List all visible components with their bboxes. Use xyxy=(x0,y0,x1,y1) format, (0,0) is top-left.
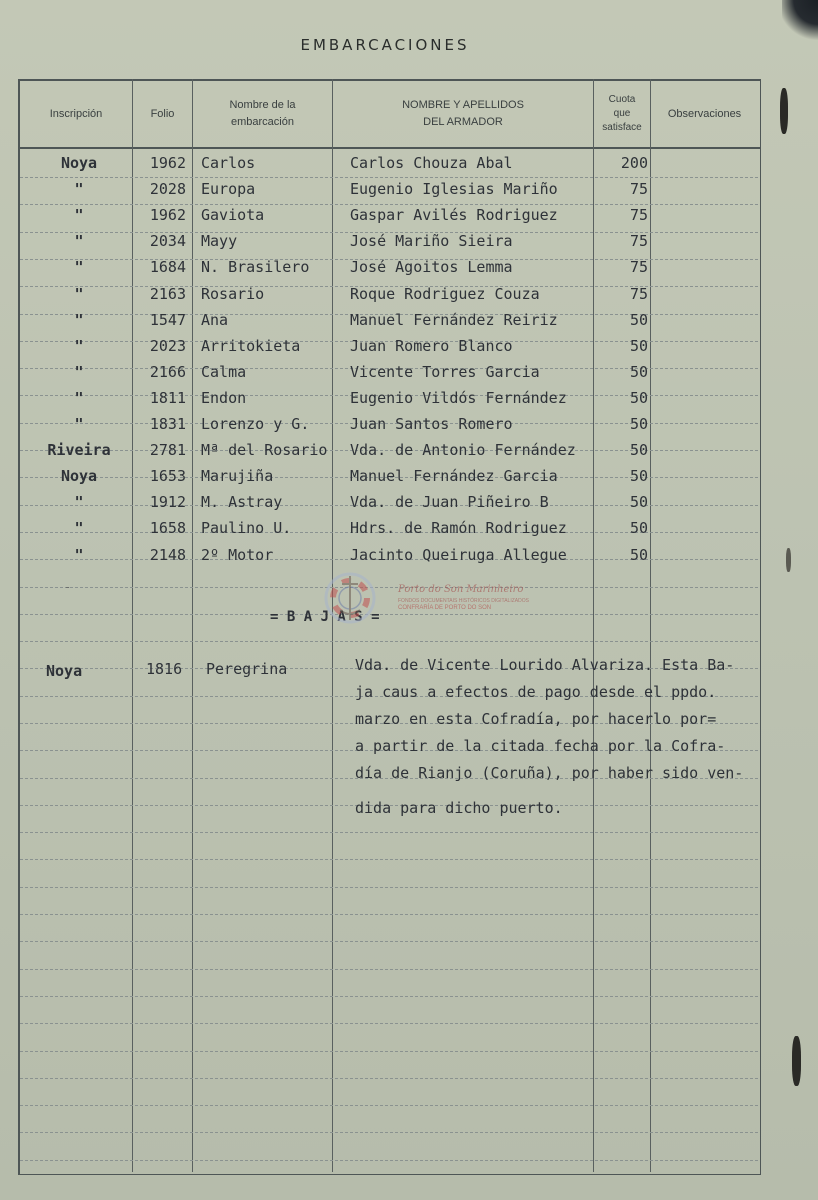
cell-folio: 2034 xyxy=(149,232,186,250)
cell-inscripcion: " xyxy=(74,337,84,355)
header-divider xyxy=(18,147,760,149)
cell-inscripcion: " xyxy=(74,546,84,564)
cell-armador: Vda. de Juan Piñeiro B xyxy=(350,493,549,511)
cell-cuota: 75 xyxy=(629,180,648,198)
cell-folio: 1653 xyxy=(149,467,186,485)
cell-cuota: 50 xyxy=(629,415,648,433)
stamp-small-text: FONDOS DOCUMENTAIS HISTÓRICOS DIGITALIZADOS xyxy=(398,598,529,604)
cell-embarcacion: Endon xyxy=(201,389,247,407)
cell-armador: Gaspar Avilés Rodriguez xyxy=(350,206,558,224)
cell-cuota: 50 xyxy=(629,337,648,355)
cell-embarcacion: Europa xyxy=(201,180,256,198)
cell-cuota: 50 xyxy=(629,311,648,329)
page-edge-tear xyxy=(786,548,791,572)
cell-cuota: 50 xyxy=(629,467,648,485)
cell-inscripcion: " xyxy=(74,285,84,303)
ruled-line xyxy=(20,177,758,178)
column-header-inscripcion: Inscripción xyxy=(49,107,103,120)
cell-inscripcion: " xyxy=(74,415,84,433)
ruled-line xyxy=(20,1105,758,1106)
cell-cuota: 50 xyxy=(629,389,648,407)
ruled-line xyxy=(20,996,758,997)
cell-embarcacion: Paulino U. xyxy=(201,519,292,537)
column-header-armador: NOMBRE Y APELLIDOS DEL ARMADOR xyxy=(402,99,524,128)
cell-armador: Eugenio Vildós Fernández xyxy=(350,389,567,407)
stamp-script-text: Porto do Son Marinheiro xyxy=(398,584,524,595)
cell-folio: 1962 xyxy=(149,206,186,224)
cell-armador: Eugenio Iglesias Mariño xyxy=(350,180,558,198)
ruled-line xyxy=(20,859,758,860)
cell-cuota: 50 xyxy=(629,441,648,459)
cell-armador: José Mariño Sieira xyxy=(350,232,513,250)
cell-folio: 1831 xyxy=(149,415,186,433)
cell-embarcacion: Rosario xyxy=(201,285,265,303)
cell-embarcacion: Mª del Rosario xyxy=(201,441,328,459)
lifebuoy-logo-icon xyxy=(314,566,384,630)
ruled-line xyxy=(20,969,758,970)
cell-cuota: 75 xyxy=(629,232,648,250)
ruled-line xyxy=(20,1023,758,1024)
cell-cuota: 50 xyxy=(629,546,648,564)
cell-embarcacion: Ana xyxy=(201,311,229,329)
cell-folio: 2163 xyxy=(149,285,186,303)
cell-cuota: 200 xyxy=(620,154,648,172)
cell-folio: 2028 xyxy=(149,180,186,198)
cell-inscripcion: " xyxy=(74,389,84,407)
ruled-line xyxy=(20,1132,758,1133)
baja-note-line: dida para dicho puerto. xyxy=(355,799,563,817)
page-title: EMBARCACIONES xyxy=(300,36,470,54)
ruled-line xyxy=(20,641,758,642)
bajas-heading: = B A J A S = xyxy=(270,609,380,625)
column-header-embarcacion: Nombre de la embarcación xyxy=(229,99,296,128)
page-corner-shadow xyxy=(782,0,818,40)
cell-inscripcion: Riveira xyxy=(47,441,111,459)
ruled-line xyxy=(20,887,758,888)
cell-armador: José Agoitos Lemma xyxy=(350,258,513,276)
cell-cuota: 50 xyxy=(629,519,648,537)
cell-inscripcion: Noya xyxy=(60,467,98,485)
cell-cuota: 50 xyxy=(629,493,648,511)
archive-watermark-stamp xyxy=(314,566,529,630)
cell-armador: Manuel Fernández Reiriz xyxy=(350,311,558,329)
column-divider xyxy=(593,79,594,1172)
baja-folio: 1816 xyxy=(146,660,183,678)
ruled-line xyxy=(20,204,758,205)
column-header-observaciones: Observaciones xyxy=(667,107,742,120)
ruled-line xyxy=(20,1051,758,1052)
cell-armador: Vda. de Antonio Fernández xyxy=(350,441,576,459)
cell-embarcacion: Mayy xyxy=(201,232,238,250)
cell-inscripcion: " xyxy=(74,258,84,276)
cell-inscripcion: " xyxy=(74,363,84,381)
cell-inscripcion: " xyxy=(74,519,84,537)
ruled-line xyxy=(20,832,758,833)
baja-note-line: ja caus a efectos de pago desde el ppdo. xyxy=(355,683,717,701)
cell-armador: Juan Santos Romero xyxy=(350,415,513,433)
cell-cuota: 75 xyxy=(629,206,648,224)
cell-inscripcion: " xyxy=(74,180,84,198)
page-edge-tear xyxy=(780,88,788,134)
cell-armador: Jacinto Queiruga Allegue xyxy=(350,546,567,564)
cell-embarcacion: Arritokieta xyxy=(201,337,301,355)
column-divider xyxy=(132,79,133,1172)
ruled-line xyxy=(20,914,758,915)
cell-folio: 2781 xyxy=(149,441,186,459)
cell-armador: Hdrs. de Ramón Rodriguez xyxy=(350,519,567,537)
cell-inscripcion: " xyxy=(74,206,84,224)
cell-embarcacion: Gaviota xyxy=(201,206,265,224)
cell-folio: 1912 xyxy=(149,493,186,511)
cell-folio: 1547 xyxy=(149,311,186,329)
column-divider xyxy=(650,79,651,1172)
cell-embarcacion: Carlos xyxy=(201,154,256,172)
baja-note-line: Vda. de Vicente Lourido Alvariza. Esta Ba- xyxy=(355,656,735,674)
cell-inscripcion: " xyxy=(74,232,84,250)
cell-embarcacion: Marujiña xyxy=(201,467,274,485)
ruled-line xyxy=(20,941,758,942)
cell-folio: 2166 xyxy=(149,363,186,381)
cell-armador: Roque Rodriguez Couza xyxy=(350,285,540,303)
baja-note-line: día de Rianjo (Coruña), por haber sido ven- xyxy=(355,764,744,782)
cell-inscripcion: " xyxy=(74,493,84,511)
cell-inscripcion: Noya xyxy=(60,154,98,172)
cell-embarcacion: 2º Motor xyxy=(201,546,274,564)
cell-armador: Juan Romero Blanco xyxy=(350,337,513,355)
cell-armador: Carlos Chouza Abal xyxy=(350,154,513,172)
baja-note-line: marzo en esta Cofradía, por hacerlo por= xyxy=(355,710,717,728)
stamp-name-text: CONFRARÍA DE PORTO DO SON xyxy=(398,605,492,611)
cell-embarcacion: M. Astray xyxy=(201,493,283,511)
ruled-line xyxy=(20,1078,758,1079)
ruled-line xyxy=(20,1160,758,1161)
cell-armador: Manuel Fernández Garcia xyxy=(350,467,558,485)
cell-embarcacion: Lorenzo y G. xyxy=(201,415,310,433)
cell-folio: 2023 xyxy=(149,337,186,355)
column-divider xyxy=(192,79,193,1172)
cell-folio: 1811 xyxy=(149,389,186,407)
cell-embarcacion: N. Brasilero xyxy=(201,258,310,276)
baja-note-line: a partir de la citada fecha por la Cofra- xyxy=(355,737,726,755)
cell-embarcacion: Calma xyxy=(201,363,247,381)
cell-armador: Vicente Torres Garcia xyxy=(350,363,540,381)
page-edge-tear xyxy=(792,1036,801,1086)
cell-inscripcion: " xyxy=(74,311,84,329)
cell-folio: 1684 xyxy=(149,258,186,276)
cell-cuota: 50 xyxy=(629,363,648,381)
column-header-cuota: Cuota que satisface xyxy=(602,94,642,133)
stray-mark: - xyxy=(64,580,72,594)
cell-cuota: 75 xyxy=(629,258,648,276)
cell-folio: 2148 xyxy=(149,546,186,564)
cell-folio: 1658 xyxy=(149,519,186,537)
cell-cuota: 75 xyxy=(629,285,648,303)
column-header-folio: Folio xyxy=(150,107,175,120)
cell-folio: 1962 xyxy=(149,154,186,172)
baja-inscripcion: Noya xyxy=(46,662,83,680)
baja-embarcacion: Peregrina xyxy=(206,660,288,678)
